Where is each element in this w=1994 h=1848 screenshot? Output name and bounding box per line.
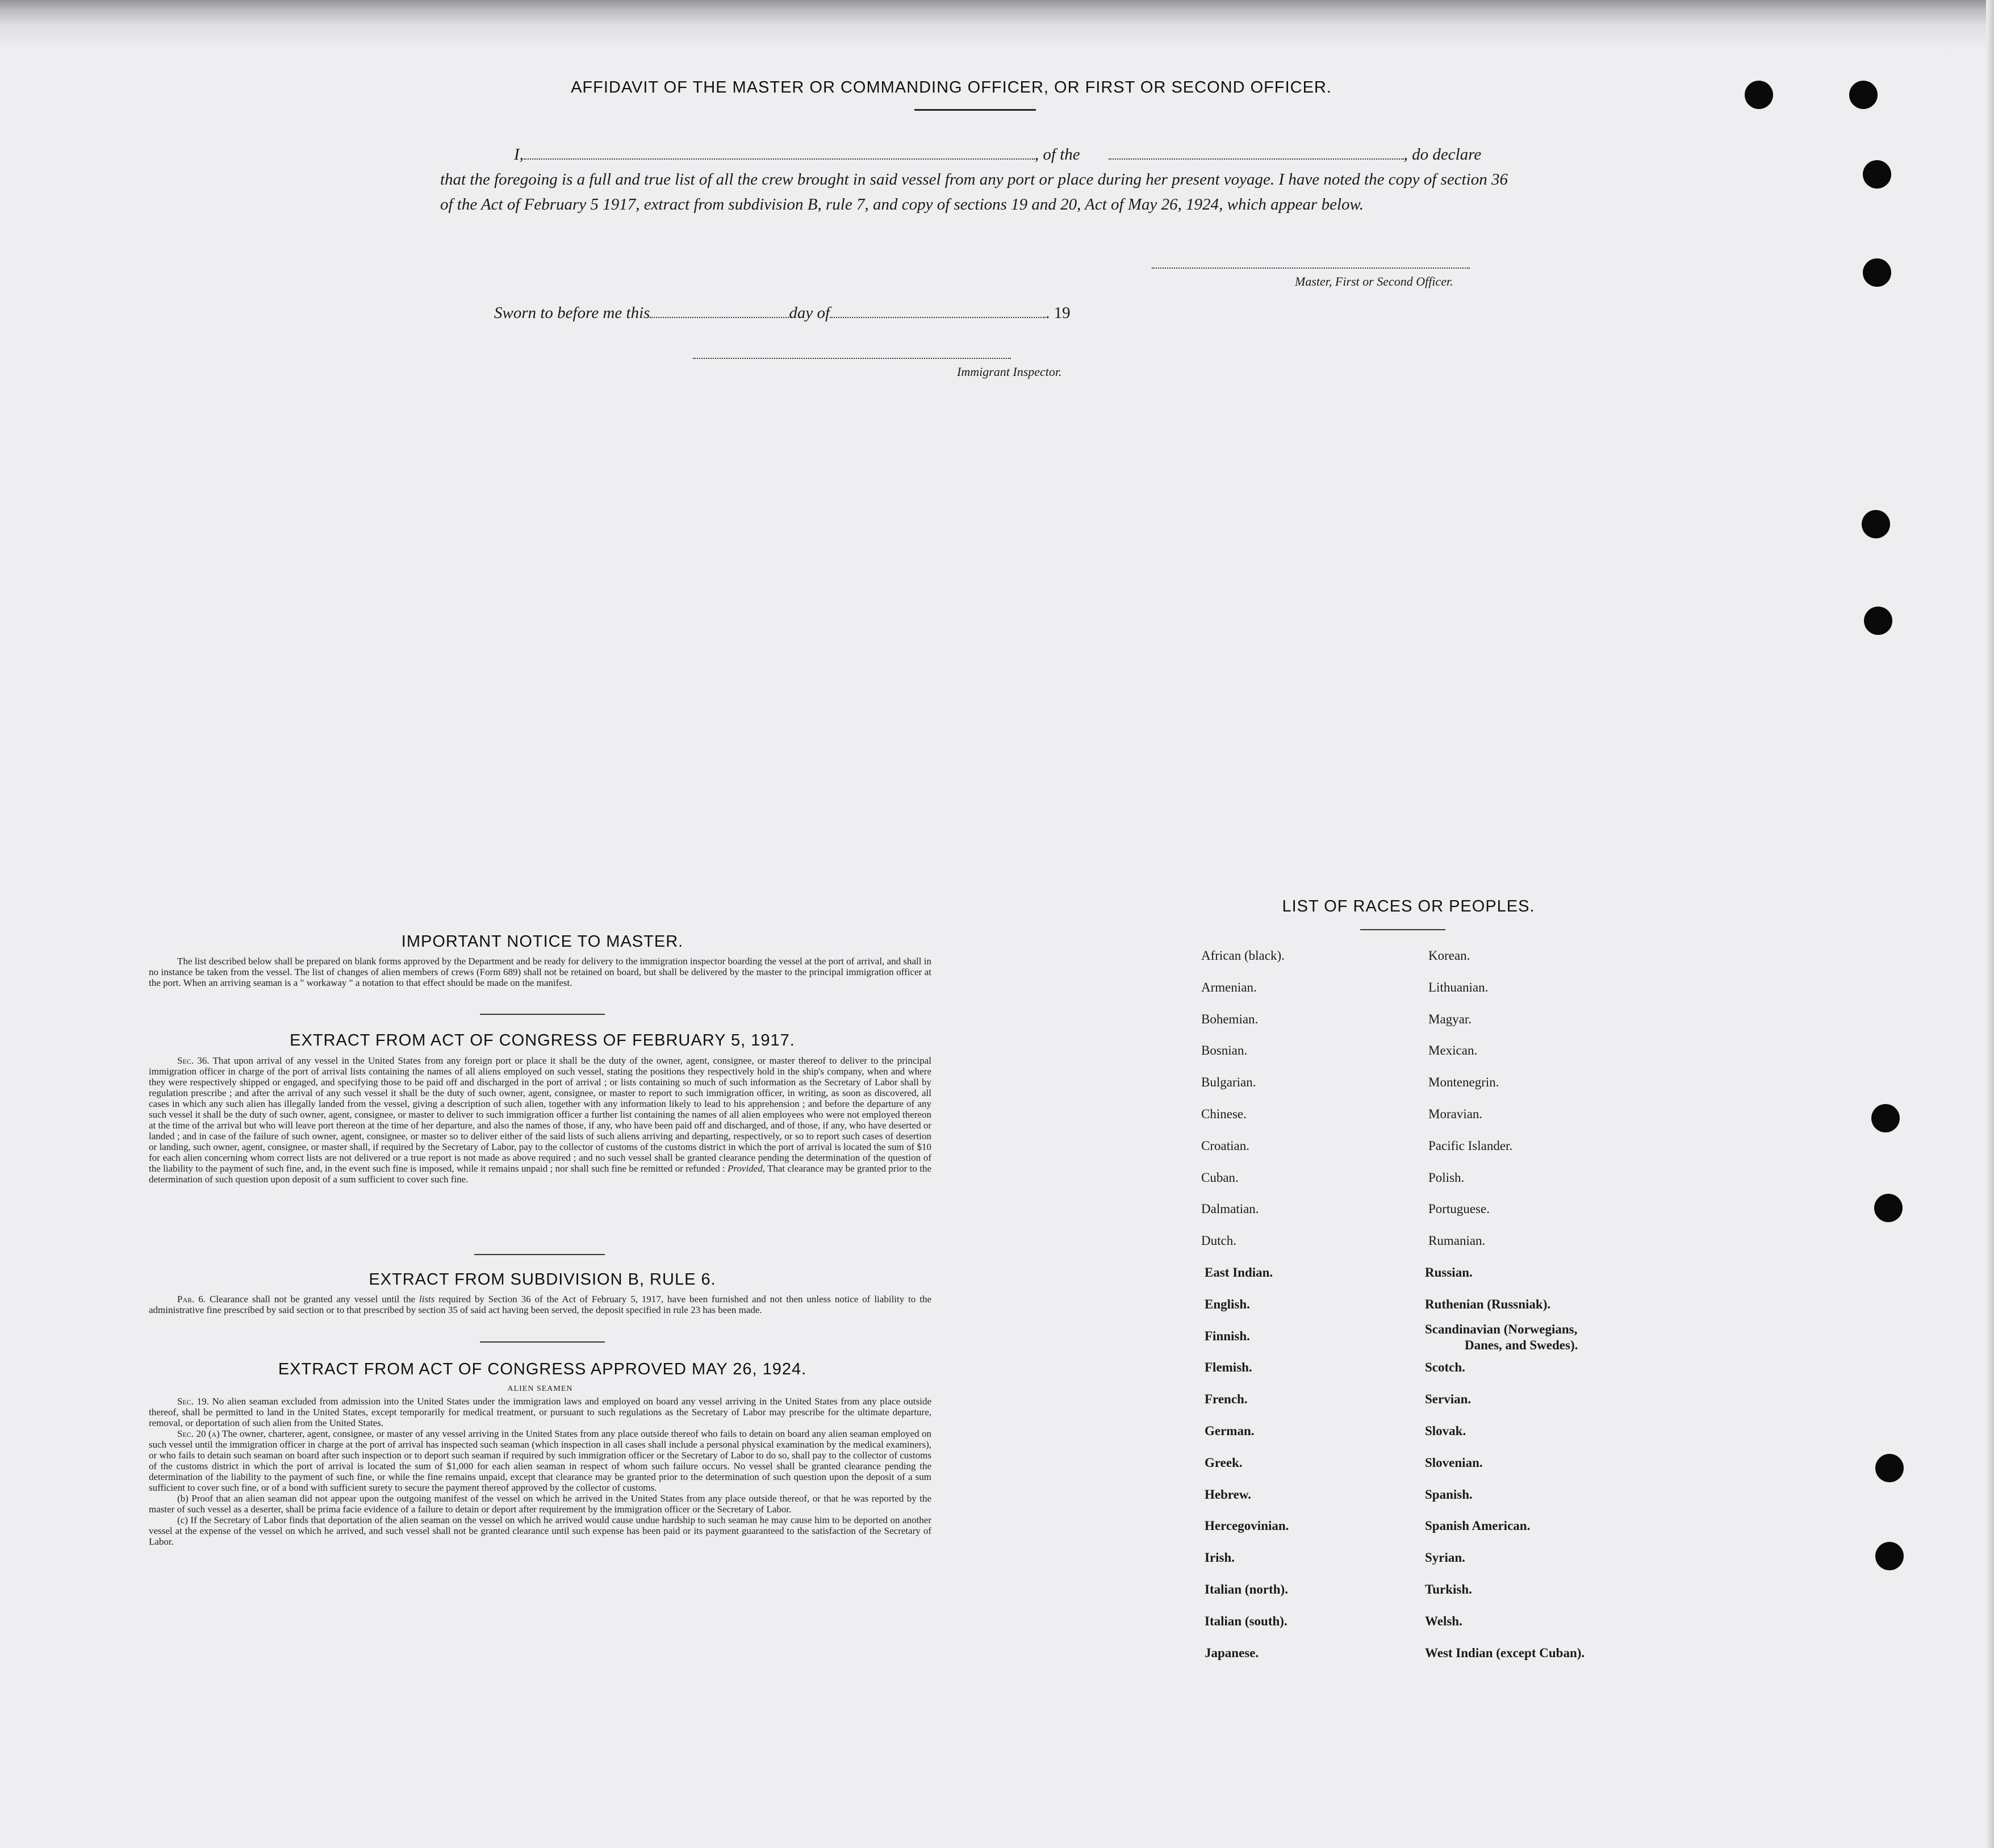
sec-20a-paragraph: [149, 1428, 931, 1493]
race-item: Cuban.: [1201, 1170, 1239, 1185]
race-item: East Indian.: [1205, 1265, 1273, 1280]
notice-title: IMPORTANT NOTICE TO MASTER.: [401, 933, 684, 951]
sec-19-label: Sec. 19.: [177, 1396, 209, 1407]
sec-36-label: Sec. 36.: [177, 1055, 210, 1066]
par-6-text-b: required by Section 36 of the Act of February 5, 1917, have been furnished and not then unless notice of liability to the administrative fine prescribed by said section or to that prescribed by section 35 of said act having been served, the deposit specified in rule 23 has been made.: [149, 1294, 932, 1315]
race-item: German.: [1205, 1424, 1255, 1438]
race-item: English.: [1205, 1297, 1250, 1311]
scan-edge: [1986, 0, 1994, 1848]
sec-20b-text: Proof that an alien seaman did not appear upon the outgoing manifest of the vessel on which he arrived in the United States from any place outside thereof, or that he was reported by the master of such vessel as a deserter, shall be prima facie evidence of a failure to detain or deport after requirement by the immigration officer or the Secretary of Labor.: [149, 1493, 931, 1515]
race-item: Ruthenian (Russniak).: [1425, 1297, 1551, 1311]
do-declare-label: , do declare: [1403, 145, 1482, 164]
race-item: Spanish.: [1425, 1487, 1473, 1502]
punch-hole: [1875, 1454, 1904, 1482]
race-item: Flemish.: [1205, 1360, 1252, 1375]
race-item: Russian.: [1425, 1265, 1473, 1280]
day-of-label: day of: [789, 304, 830, 322]
race-item: Welsh.: [1425, 1613, 1462, 1628]
vessel-field[interactable]: [1109, 146, 1404, 160]
punch-hole: [1871, 1104, 1900, 1132]
proviso-text: That clearance may be granted prior to the determination of such question upon deposit of a sum sufficient to cover such fine.: [149, 1163, 931, 1185]
extract-1924-title: EXTRACT FROM ACT OF CONGRESS APPROVED MAY 26, 1924.: [278, 1360, 807, 1378]
divider: [480, 1341, 605, 1343]
punch-hole: [1849, 81, 1878, 109]
punch-hole: [1863, 160, 1891, 189]
scan-shadow: [0, 0, 1994, 51]
affidavit-body: that the foregoing is a full and true list of all the crew brought in said vessel from any port or place during her present voyage. I have noted the copy of section 36 of the Act of February 5 1917, extract from subdivision B, rule 7, and copy of sections 19 and 20, Act of May 26, 1924, which appear below.: [440, 170, 1508, 214]
name-field[interactable]: [524, 146, 1035, 160]
race-item-continuation: Danes, and Swedes).: [1465, 1337, 1578, 1352]
sworn-month-field[interactable]: [830, 304, 1046, 318]
provided-label: Provided,: [728, 1163, 765, 1174]
par-6-text-a: Clearance shall not be granted any vessel until the: [209, 1294, 416, 1305]
race-item: French.: [1205, 1392, 1248, 1407]
divider: [474, 1254, 605, 1255]
race-item: Spanish American.: [1425, 1519, 1531, 1533]
race-item: Polish.: [1428, 1170, 1465, 1185]
lists-word: lists: [419, 1294, 435, 1305]
divider: [480, 1014, 605, 1015]
race-item: Turkish.: [1425, 1582, 1472, 1596]
affidavit-title: AFFIDAVIT OF THE MASTER OR COMMANDING OFFICER, OR FIRST OR SECOND OFFICER.: [571, 78, 1332, 97]
race-item: Portuguese.: [1428, 1202, 1490, 1216]
race-item: African (black).: [1201, 948, 1285, 963]
i-label: I,: [514, 145, 524, 164]
race-item: Pacific Islander.: [1428, 1138, 1513, 1153]
punch-hole: [1862, 510, 1890, 538]
race-item: Dutch.: [1201, 1234, 1236, 1248]
inspector-signature-line: [693, 358, 1011, 359]
races-title: LIST OF RACES OR PEOPLES.: [1282, 897, 1535, 915]
race-item: West Indian (except Cuban).: [1425, 1645, 1585, 1660]
race-item: Chinese.: [1201, 1107, 1247, 1121]
punch-hole: [1863, 258, 1891, 287]
punch-hole: [1875, 1542, 1904, 1570]
race-item: Servian.: [1425, 1392, 1472, 1407]
sec-20c-paragraph: [149, 1515, 931, 1547]
race-item: Slovak.: [1425, 1424, 1466, 1438]
sec-19-text: No alien seaman excluded from admission into the United States under the immigration laws and employed on board any vessel arriving in the United States from any place outside thereof, shall be permitted to land in the United States, except temporarily for medical treatment, or pursuant to such regulations as the Secretary of Labor may prescribe for the ultimate departure, removal, or deportation of such alien from the United States.: [149, 1396, 931, 1428]
sec-20c-label: (c): [177, 1515, 188, 1525]
race-item: Magyar.: [1428, 1011, 1472, 1026]
punch-hole: [1874, 1194, 1903, 1222]
race-item: Lithuanian.: [1428, 980, 1489, 994]
punch-hole: [1864, 607, 1892, 635]
subdivision-b-text: [149, 1294, 931, 1315]
race-item: Syrian.: [1425, 1550, 1465, 1565]
race-item: Bohemian.: [1201, 1011, 1259, 1026]
race-item: Finnish.: [1205, 1328, 1250, 1343]
sworn-day-field[interactable]: [650, 304, 789, 318]
declaration-line: [440, 142, 1508, 167]
race-item: Dalmatian.: [1201, 1202, 1259, 1216]
sec-20b-paragraph: [149, 1493, 931, 1515]
race-item: Korean.: [1428, 948, 1470, 963]
punch-hole: [1745, 81, 1773, 109]
of-the-label: , of the: [1034, 145, 1080, 164]
race-item: Croatian.: [1201, 1138, 1249, 1153]
extract-1917-title: EXTRACT FROM ACT OF CONGRESS OF FEBRUARY 5, 1917.: [290, 1031, 795, 1050]
race-item: Scotch.: [1425, 1360, 1465, 1375]
title-underline: [914, 109, 1036, 111]
race-item: Montenegrin.: [1428, 1075, 1499, 1090]
par-6-label: Par. 6.: [177, 1294, 206, 1305]
sworn-line: [494, 304, 1071, 323]
race-item: Italian (north).: [1205, 1582, 1288, 1596]
race-item: Moravian.: [1428, 1107, 1483, 1121]
affidavit-statement: [440, 142, 1508, 217]
notice-text: The list described below shall be prepared on blank forms approved by the Department and be ready for delivery to the immigration inspector boarding the vessel at the port of arrival, and shall in no instance be taken from the vessel. The list of changes of alien members of crews (Form 689) shall not be retained on board, but shall be delivered by the master to the principal immigration officer at the port. When an arriving seaman is a " workaway " a notation to that effect should be made on the manifest.: [149, 956, 931, 988]
sworn-label: Sworn to before me this: [494, 304, 650, 322]
year-label: . 19: [1046, 304, 1071, 322]
sec-20-label: Sec. 20 (a): [177, 1428, 220, 1439]
races-title-underline: [1360, 929, 1445, 930]
race-item: Hebrew.: [1205, 1487, 1251, 1502]
race-item: Irish.: [1205, 1550, 1235, 1565]
sec-20a-text: The owner, charterer, agent, consignee, or master of any vessel arriving in the United States from any place outside thereof who fails to detain on board any alien seaman employed on such vessel until the immigration officer in charge at the port of arrival has inspected such seaman (which inspection in all cases shall include a personal physical examination by the medical examiners), or who fails to detain such seaman on board after such inspection or to deport such seaman if required by such immigration officer or the Secretary of Labor to do so, shall pay to the collector of customs of the customs district in which the port of arrival is located the sum of $1,000 for each alien seaman in respect of whom such failure occurs. No vessel shall be granted clearance pending the determination of the liability to the payment of such fine, or while the fine remains unpaid, except that clearance may be granted prior to the determination of such question upon the deposit of a sum sufficient to cover such fine, or of a bond with sufficient surety to secure the payment thereof approved by the collector of customs.: [149, 1428, 931, 1493]
race-item: Japanese.: [1205, 1645, 1259, 1660]
race-item: Slovenian.: [1425, 1455, 1483, 1470]
sec-20b-label: (b): [177, 1493, 189, 1504]
alien-seamen-subtitle: ALIEN SEAMEN: [507, 1385, 573, 1393]
extract-1917-text: [149, 1055, 931, 1185]
race-item: Greek.: [1205, 1455, 1243, 1470]
subdivision-b-title: EXTRACT FROM SUBDIVISION B, RULE 6.: [369, 1270, 716, 1289]
race-item: Bulgarian.: [1201, 1075, 1256, 1090]
race-item: Italian (south).: [1205, 1613, 1287, 1628]
race-item: Armenian.: [1201, 980, 1257, 994]
master-caption: Master, First or Second Officer.: [1295, 274, 1453, 289]
race-item: Hercegovinian.: [1205, 1519, 1289, 1533]
race-item: Mexican.: [1428, 1043, 1478, 1058]
race-item: Scandinavian (Norwegians,: [1425, 1322, 1578, 1336]
sec-36-text: That upon arrival of any vessel in the United States from any foreign port or place it shall be the duty of the owner, agent, consignee, or master thereof to deliver to the principal immigration officer in charge of the port of arrival lists containing the names of all aliens employed on such vessel, stating the positions they respectively hold in the ship's company, when and where they were respectively shipped or engaged, and specifying those to be paid off and discharged in the port of arrival ; or lists containing so much of such information as the Secretary of Labor shall by regulation prescribe ; and after the arrival of any such vessel it shall be the duty of such owner, agent, consignee, or master to report to such immigration officer, in writing, as soon as discovered, all cases in which any such alien has illegally landed from the vessel, giving a description of such alien, together with any information likely to lead to his apprehension ; and before the departure of any such vessel it shall be the duty of such owner, agent, consignee, or master to deliver to such immigration officer a further list containing the names of all alien employees who were not employed thereon at the time of the arrival but who will leave port thereon at the time of her departure, and also the names of those, if any, who have been paid off and discharged, and of those, if any, who have deserted or landed ; and in case of the failure of such owner, agent, consignee, or master so to deliver either of the said lists of such aliens arriving and departing, respectively, or so to report such cases of desertion or landing, such owner, agent, consignee, or master shall, if required by the Secretary of Labor, pay to the collector of customs of the customs district in which the port of arrival is located the sum of $10 for each alien concerning whom correct lists are not delivered or a true report is not made as above required ; and no such vessel shall be granted clearance pending the determination of the question of the liability to the payment of such fine, and, in the event such fine is imposed, while it remains unpaid ; nor shall such fine be remitted or refunded :: [149, 1055, 931, 1174]
race-item: Bosnian.: [1201, 1043, 1248, 1058]
sec-19-paragraph: [149, 1396, 931, 1428]
master-signature-line: [1152, 267, 1470, 269]
inspector-caption: Immigrant Inspector.: [957, 365, 1062, 379]
extract-1924-text: [149, 1396, 931, 1547]
sec-20c-text: If the Secretary of Labor finds that deportation of the alien seaman on the vessel on which he arrived would cause undue hardship to such seaman he may cause him to be deported on another vessel at the expense of the vessel on which he arrived, and such vessel shall not be granted clearance until such expense has been paid or its payment guaranteed to the satisfaction of the Secretary of Labor.: [149, 1515, 932, 1547]
race-item: Rumanian.: [1428, 1234, 1486, 1248]
